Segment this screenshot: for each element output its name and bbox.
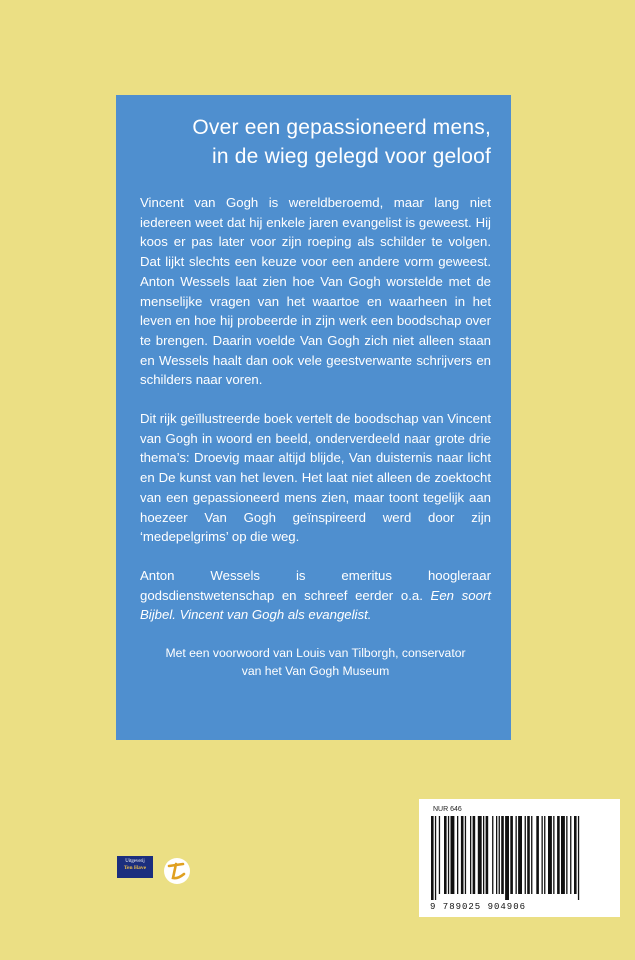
author-bio: Anton Wessels is emeritus hoogleraar godsdienstwetenschap en schreef eerder o.a. [140,567,491,603]
nur-code: NUR 646 [433,806,462,813]
credit-line-2: van het Van Gogh Museum [241,664,390,679]
imprint-logo-icon [163,857,191,885]
blurb-panel [116,95,511,740]
blurb-title [140,113,491,171]
previous-book-title: Een soort Bijbel. Vincent van Gogh als evangelist. [140,587,491,623]
isbn-barcode-box [419,799,620,917]
publisher-logo [117,856,153,878]
title-line-1: Over een gepassioneerd mens, [192,116,491,139]
paragraph-1: Vincent van Gogh is wereldberoemd, maar lang niet iedereen weet dat hij enkele jaren evangelist is geweest. Hij koos er pas later voor zijn roeping als schilder te volgen. Dat lijkt slechts een keuze voor een andere vorm geweest. Anton Wessels laat zien hoe Van Gogh worstelde met de menselijke vragen van het waartoe en waarheen in het leven en hoe hij probeerde in zijn werk een boodschap over te brengen. Daarin voelde Van Gogh zich niet alleen staan en Wessels haalt dan ook vele geestverwante schrijvers en schilders naar voren. [140,195,491,388]
title-line-2: in de wieg gelegd voor geloof [212,145,491,168]
foreword-credit [140,644,491,680]
paragraph-3 [140,566,491,625]
credit-line-1: Met een voorwoord van Louis van Tilborgh, conservator [165,646,466,661]
paragraph-2: Dit rijk geïllustreerde boek vertelt de boodschap van Vincent van Gogh in woord en beeld, onderverdeeld naar grote drie thema’s: Droevig maar altijd blijde, Van duisternis naar licht en De kunst van het leven. Het laat niet alleen de zoektocht van een gepassioneerd mens zien, maar toont tegelijk aan hoezeer Van Gogh geïnspireerd werd door zijn ‘medepelgrims’ op die weg. [140,411,491,545]
publisher-logo-line-2: Ten Have [123,865,147,871]
isbn-digits: 9 789025 904906 [430,902,527,912]
publisher-logo-line-1: Uitgeverij [125,859,145,864]
barcode-bars [425,816,614,900]
